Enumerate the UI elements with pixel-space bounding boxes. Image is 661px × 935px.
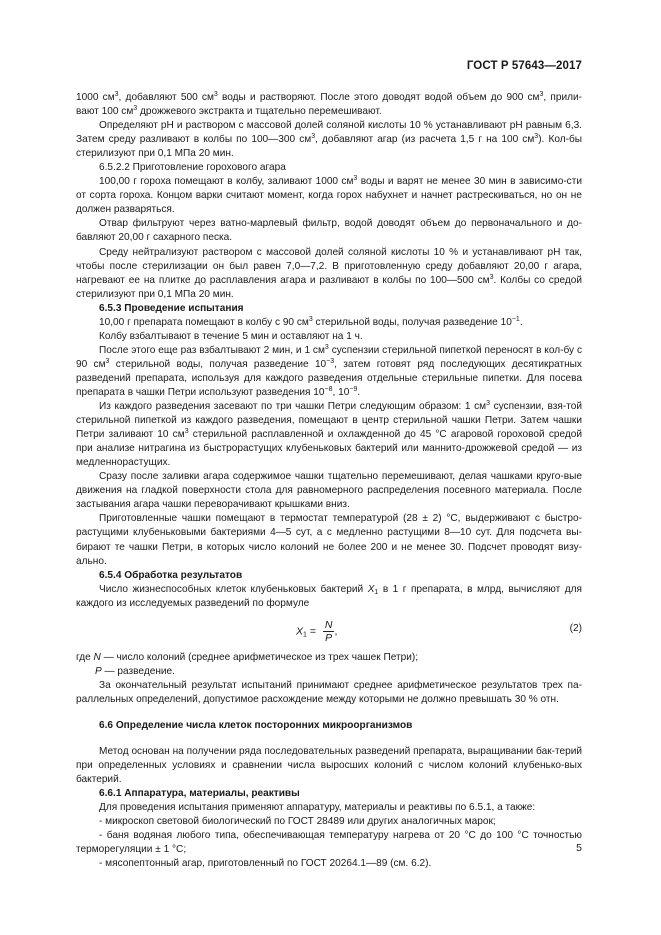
paragraph: За окончательный результат испытаний принимают среднее арифметическое результатов трех па-раллельных определений, допустимое расхождение между которыми не должно превышать 30 % отн. — [76, 679, 582, 705]
document-body — [76, 91, 582, 871]
list-item: - микроскоп световой биологический по ГОСТ 28489 или других аналогичных марок; — [99, 816, 496, 828]
paragraph: Отвар фильтруют через ватно-марлевый фильтр, водой доводят объем до первоначального и до-бавляют 20,00 г сахарного песка. — [76, 218, 582, 244]
paragraph: Для проведения испытания применяют аппаратуру, материалы и реактивы по 6.5.1, а также: — [99, 802, 536, 814]
formula-expression: $X_1$ = $\frac{N}{P}$ , — [296, 618, 338, 644]
paragraph: Число жизнеспособных клеток клубеньковых бактерий $X_1$ в 1 г препарата, в млрд, вычисляют для каждого из исследуемых разведений по формуле — [76, 583, 582, 609]
list-item: - мясопептонный агар, приготовленный по ГОСТ 20264.1—89 (см. 6.2). — [99, 858, 432, 870]
paragraph: Среду нейтрализуют раствором с массовой долей соляной кислоты 10 % и устанавливают рН так, чтобы после стерилизации он был равен 7,0—7,2. В приготовленную среду добавляют 20,00 г агара, нагревают ее на плитке до расплавления агара и разливают в колбы по 100—500 $см^3$. Колбы со средой стерилизуют при 0,1 МПа 20 мин. — [76, 246, 582, 300]
paragraph: После этого еще раз взбалтывают 2 мин, и 1 $см^3$ суспензии стерильной пипеткой переносят в кол-бу с 90 $см^3$ стерильной воды, получая разведение $10^{-3}$, затем готовят ряд последующих десятикратных разведений препарата, используя для каждого разведения отдельные стерильные пипетки. Для посева препарата в чашки Петри используют разведения $10^{-8}$, $10^{-9}$. — [76, 343, 583, 398]
paragraph: Сразу после заливки агара содержимое чашки тщательно перемешивают, делая чашками круго-вые движения на гладкой поверхности стола для равномерного распределения посевного материала. После застывания агара чашки переворачивают крышками вниз. — [76, 471, 582, 511]
section-heading-661: 6.6.1 Аппаратура, материалы, реактивы — [99, 788, 300, 800]
list-item: - баня водяная любого типа, обеспечивающая температуру нагрева от 20 °С до 100 °С точностью терморегуляции ± 1 °С; — [76, 830, 582, 856]
paragraph: Колбу взбалтывают в течение 5 мин и оставляют на 1 ч. — [99, 330, 363, 342]
section-heading-66: 6.6 Определение числа клеток посторонних микроорганизмов — [99, 719, 413, 731]
document-code-header: ГОСТ Р 57643—2017 — [466, 60, 582, 72]
paragraph: Метод основан на получении ряда последовательных разведений препарата, выращивании бак-терий при определенных условиях и сравнении числа выросших колоний с числом колоний клубенько-вых бактерий. — [76, 745, 582, 786]
paragraph: Из каждого разведения засевают по три чашки Петри следующим образом: 1 $см^3$ суспензии, взя-той стерильной пипеткой из каждого разведения, помещают в центр стерильной чашки Петри. Затем чашки Петри заливают 10 $см^3$ стерильной расплавленной и охлажденной до 45 °С агаровой гороховой средой при анализе нитрагина из быстрорастущих клубеньковых бактерий или маннито-дрожжевой средой — из медленнорастущих. — [76, 400, 583, 469]
where-clause: где N — число колоний (среднее арифметическое из трех чашек Петри); — [76, 651, 419, 663]
section-heading-654: 6.5.4 Обработка результатов — [99, 569, 243, 581]
paragraph: Приготовленные чашки помещают в термостат температурой (28 ± 2) °С, выдерживают с быстро-растущими клубеньковыми бактериями 4—5 сут, а с медленно растущими 8—10 сут. Для подсчета вы-бирают те чашки Петри, в которых число колоний не более 200 и не менее 30. Подсчет проводят визу-ально. — [76, 513, 582, 567]
page-number: 5 — [576, 842, 582, 854]
section-heading-653: 6.5.3 Проведение испытания — [99, 302, 244, 314]
paragraph: 1000 $см^3$, добавляют 500 $см^3$ воды и растворяют. После этого доводят водой объем до 900 $см^3$, прили-вают 100 $см^3$ дрожжевого экстракта и тщательно перемешивают. — [76, 91, 583, 118]
paragraph: 10,00 г препарата помещают в колбу с 90 $см^3$ стерильной воды, получая разведение $10^{-1}$. — [99, 315, 523, 328]
equation-number: (2) — [569, 622, 582, 634]
formula-2 — [76, 615, 582, 649]
paragraph: 100,00 г гороха помещают в колбу, заливают 1000 $см^3$ воды и варят не менее 30 мин в зависимо-сти от сорта гороха. Концом варки считают момент, когда горох набухнет и начнет растрескиваться, но он не должен разваряться. — [76, 175, 582, 216]
paragraph: Определяют рН и раствором с массовой долей соляной кислоты 10 % устанавливают рН равным 6,3. Затем среду разливают в колбы по 100—300 $см^3$, добавляют агар (из расчета 1,5 г на 100 $см^3$). Кол-бы стерилизуют при 0,1 МПа 20 мин. — [76, 120, 582, 160]
where-clause: P — разведение. — [95, 665, 175, 677]
subsection-heading-6522: 6.5.2.2 Приготовление горохового агара — [99, 162, 286, 174]
fraction: $\frac{N}{P}$ — [324, 618, 333, 644]
